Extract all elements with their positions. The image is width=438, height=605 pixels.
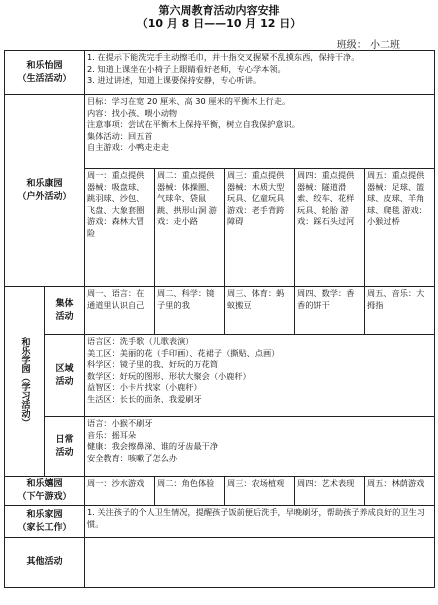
kangyuan-day-thu: 周四：重点提供器械：隧道滑索、绞车、花样玩具、轮胎 游戏：踩石头过河 <box>295 169 365 287</box>
heyi-label-sub: （生活活动） <box>17 73 72 84</box>
date-range: （10 月 8 日——10 月 12 日） <box>136 17 302 30</box>
daily-content <box>85 417 435 477</box>
daily-label <box>45 417 85 477</box>
page-title: 第六周教育活动内容安排 <box>158 4 280 17</box>
area-line: 科学区：镜子里的我、好玩的万花筒 <box>87 359 219 369</box>
xiyuan-day-tue: 周二：角色体验 <box>155 477 225 506</box>
group-day-mon: 周一、语言：在通道里认识自己 <box>85 287 155 335</box>
row-xueyuan-daily <box>5 417 435 477</box>
row-xiyuan <box>5 477 435 506</box>
kangyuan-label-sub: （户外活动） <box>17 191 72 202</box>
kangyuan-label-title: 和乐康园 <box>26 178 63 189</box>
group-day-thu: 周四、数学：香香的饼干 <box>295 287 365 335</box>
kangyuan-line: 内容：找小孩、喂小动物 <box>87 107 178 118</box>
area-label-2: 活动 <box>55 376 74 387</box>
kangyuan-label <box>5 95 85 287</box>
row-other <box>5 538 435 588</box>
schedule-table <box>4 50 435 588</box>
kangyuan-day-wed: 周三：重点提供器械：木质大型玩具、亿童玩具 游戏：老手背跨障碍 <box>225 169 295 287</box>
xiyuan-label-sub: （下午游戏） <box>17 492 72 502</box>
daily-label-1: 日常 <box>55 434 74 445</box>
area-line: 数学区：好玩的图形、形状大聚会（小鹿秆） <box>87 370 251 381</box>
heyi-item: 3. 进过讲述，知道上课要保持安静，专心听讲。 <box>87 75 262 85</box>
group-label-2: 活动 <box>55 311 74 322</box>
jiayuan-label <box>5 506 85 538</box>
row-kangyuan-goals <box>5 95 435 169</box>
xueyuan-label-text: 和乐学园（学习活动） <box>19 336 30 427</box>
daily-line: 安全教育：咳嗽了怎么办 <box>87 452 178 463</box>
xiyuan-day-wed: 周三：农场植观 <box>225 477 295 506</box>
kangyuan-day-mon: 周一：重点提供器械：吸盘球、跳羽球、沙包、飞盘、大象套圈 游戏：森林大冒险 <box>85 169 155 287</box>
jiayuan-label-title: 和乐家园 <box>26 509 63 520</box>
xiyuan-day-mon: 周一：沙水游戏 <box>85 477 155 506</box>
heyi-label-title: 和乐怡园 <box>26 60 63 71</box>
jiayuan-content: 1. 关注孩子的个人卫生情况，提醒孩子饭前便后洗手，早晚刷牙，帮助孩子养成良好的卫生习惯。 <box>85 506 435 538</box>
row-jiayuan <box>5 506 435 538</box>
area-line: 生活区：长长的面条、我爱刷牙 <box>87 393 202 404</box>
heyi-label <box>5 51 85 95</box>
area-label-1: 区域 <box>55 363 74 374</box>
group-label-1: 集体 <box>55 298 74 309</box>
kangyuan-line: 目标：学习在宽 20 厘米、高 30 厘米的平衡木上行走。 <box>87 96 291 106</box>
kangyuan-line: 自主游戏：小鸭走走走 <box>87 142 169 152</box>
area-line: 益智区：小卡片找家（小鹿秆） <box>87 382 202 392</box>
jiayuan-label-sub: （家长工作） <box>17 522 72 533</box>
heyi-item: 2. 知道上课坐在小椅子上眼睛看好老师，专心学本领。 <box>87 63 286 74</box>
other-label: 其他活动 <box>5 538 85 588</box>
row-heyi <box>5 51 435 95</box>
kangyuan-line: 注意事项：尝试在平衡木上保持平衡，树立自我保护意识。 <box>87 119 300 129</box>
kangyuan-day-fri: 周五：重点提供器械：足球、篮球、皮球、羊角球、爬毯 游戏：小猴过桥 <box>365 169 435 287</box>
group-day-fri: 周五、音乐：大拇指 <box>365 287 435 335</box>
xiyuan-label <box>5 477 85 506</box>
group-day-tue: 周二、科学：镜子里的我 <box>155 287 225 335</box>
row-xueyuan-group <box>5 287 435 335</box>
daily-line: 语言：小猴不刷牙 <box>87 418 153 428</box>
kangyuan-day-tue: 周二：重点提供器械：体操圈、气球伞、袋鼠跳、拱形山洞 游戏：走小路 <box>155 169 225 287</box>
xiyuan-label-title: 和乐嬉园 <box>26 479 63 489</box>
other-content <box>85 538 435 588</box>
daily-line: 健康：我会擦鼻涕、谁的牙齿最干净 <box>87 441 219 451</box>
area-content <box>85 335 435 417</box>
group-day-wed: 周三、体育：蚂蚁搬豆 <box>225 287 295 335</box>
heyi-content <box>85 51 435 95</box>
xueyuan-label <box>5 287 45 477</box>
kangyuan-goals <box>85 95 435 169</box>
xiyuan-day-fri: 周五：林荫游戏 <box>365 477 435 506</box>
area-label <box>45 335 85 417</box>
xiyuan-day-thu: 周四：艺术表现 <box>295 477 365 506</box>
heyi-item: 1. 在提示下能洗完手主动擦毛巾，并十指交叉握紧不乱摸东西，保持干净。 <box>87 52 360 62</box>
area-line: 语言区：洗手歌（儿歌表演） <box>87 336 194 346</box>
kangyuan-line: 集体活动：回五首 <box>87 130 153 141</box>
daily-label-2: 活动 <box>55 447 74 458</box>
area-line: 美工区：美丽的花（手印画）、花裙子（撕贴、点画） <box>87 347 280 358</box>
class-label: 班级： 小二班 <box>336 40 400 51</box>
group-label <box>45 287 85 335</box>
row-xueyuan-area <box>5 335 435 417</box>
daily-line: 音乐：摇耳朵 <box>87 429 137 440</box>
